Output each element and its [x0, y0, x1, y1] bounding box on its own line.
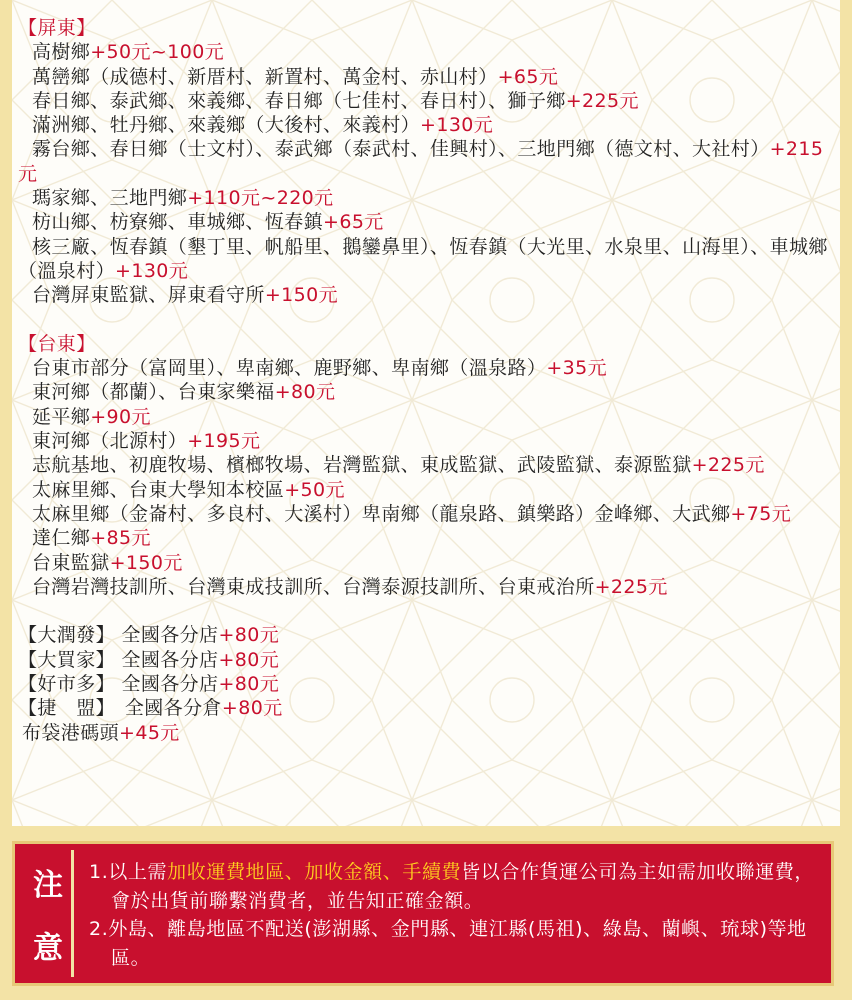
pingtung-header: 【屏東】 [18, 17, 96, 39]
list-item: 延平鄉+90元 [32, 405, 151, 428]
list-item: 東河鄉（北源村）+195元 [32, 430, 261, 453]
notice-box [12, 841, 834, 986]
surcharge-list-panel [12, 0, 840, 826]
list-item: 高樹鄉+50元~100元 [32, 41, 225, 64]
list-item: 台東市部分（富岡里）、卑南鄉、鹿野鄉、卑南鄉（溫泉路）+35元 [32, 357, 608, 380]
store-item: 【好市多】 全國各分店+80元 [18, 673, 280, 696]
surcharge-content [18, 16, 838, 745]
list-item: 台東監獄+150元 [32, 551, 183, 574]
list-item: 萬巒鄉（成德村、新厝村、新置村、萬金村、赤山村）+65元 [32, 65, 559, 88]
section-gap [18, 308, 838, 332]
list-item: 瑪家鄉、三地門鄉+110元~220元 [32, 187, 334, 210]
notice-title [25, 850, 74, 977]
section-gap [18, 599, 838, 623]
list-item: 滿洲鄉、牡丹鄉、來義鄉（大後村、來義村）+130元 [32, 114, 494, 137]
list-item: 核三廠、恆春鎮（墾丁里、帆船里、鵝鑾鼻里）、恆春鎮（大光里、水泉里、山海里）、車城鄉（溫泉村）+130元 [18, 235, 828, 282]
list-item: 太麻里鄉（金崙村、多良村、大溪村）卑南鄉（龍泉路、鎮樂路）金峰鄉、大武鄉+75元 [32, 502, 792, 525]
store-item: 【捷 盟】 全國各分倉+80元 [18, 697, 283, 720]
notice-title-top: 注 [33, 867, 63, 903]
notice-title-bottom: 意 [33, 931, 63, 967]
list-item: 台灣岩灣技訓所、台灣東成技訓所、台灣泰源技訓所、台東戒治所+225元 [32, 575, 668, 598]
list-item: 台灣屏東監獄、屏東看守所+150元 [32, 284, 338, 307]
list-item: 達仁鄉+85元 [32, 527, 151, 550]
notice-item-1: 1.以上需加收運費地區、加收金額、手續費皆以合作貨運公司為主如需加收聯運費，會於出貨前聯繫消費者，並告知正確金額。 [89, 861, 814, 912]
list-item: 枋山鄉、枋寮鄉、車城鄉、恆春鎮+65元 [32, 211, 384, 234]
store-item: 【大買家】 全國各分店+80元 [18, 648, 280, 671]
list-item: 春日鄉、泰武鄉、來義鄉、春日鄉（七佳村、春日村）、獅子鄉+225元 [32, 89, 639, 112]
list-item: 霧台鄉、春日鄉（士文村）、泰武鄉（泰武村、佳興村）、三地門鄉（德文村、大社村）+215元 [18, 138, 824, 185]
list-item: 志航基地、初鹿牧場、檳榔牧場、岩灣監獄、東成監獄、武陵監獄、泰源監獄+225元 [32, 454, 765, 477]
list-item: 太麻里鄉、台東大學知本校區+50元 [32, 478, 345, 501]
taitung-header: 【台東】 [18, 332, 96, 355]
store-item: 布袋港碼頭+45元 [22, 721, 180, 744]
store-item: 【大潤發】 全國各分店+80元 [18, 624, 280, 647]
list-item: 東河鄉（都蘭）、台東家樂福+80元 [32, 381, 336, 404]
notice-body [89, 858, 827, 972]
notice-item-2: 2.外島、離島地區不配送(澎湖縣、金門縣、連江縣(馬祖)、綠島、蘭嶼、琉球)等地區。 [89, 918, 807, 969]
